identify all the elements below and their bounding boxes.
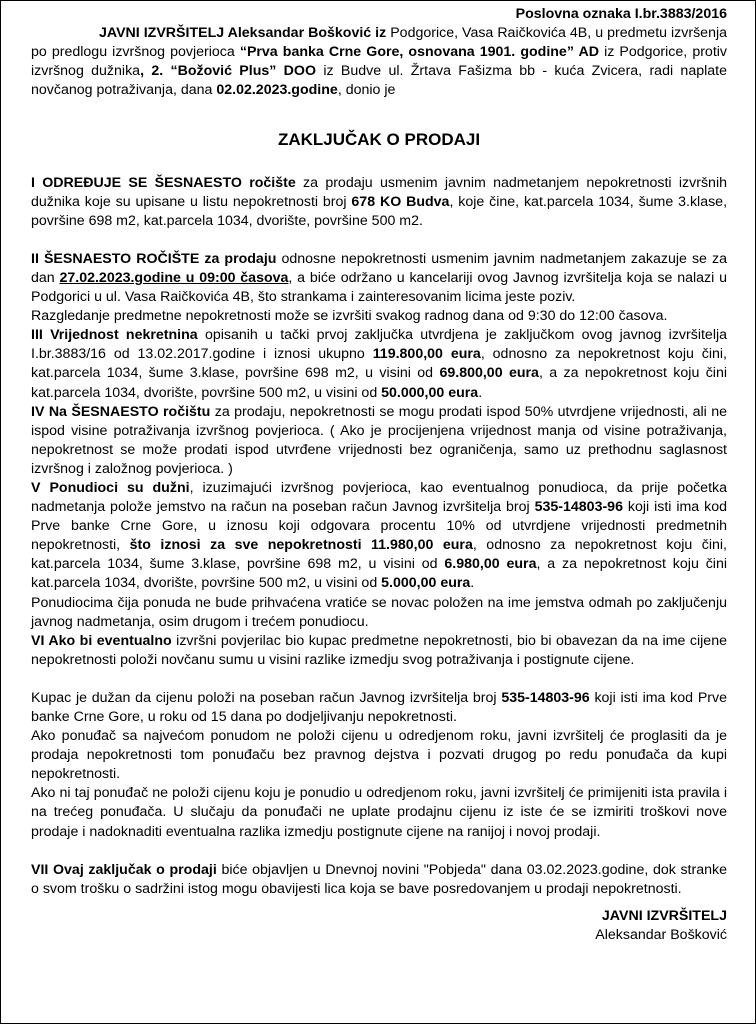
text-run: , odnosno za nepokretnost koju čini, kat.parcela 1034, šume 3.klase, površine 698 m2, u visini od — [31, 346, 727, 382]
text-run: II ŠESNAESTO ROČIŠTE za prodaju — [31, 250, 277, 267]
case-reference: Poslovna oznaka I.br.3883/2016 — [515, 6, 727, 22]
text-run: odnosne nepokretnosti usmenim javnim nadmetanjem zakazuje se za dan — [31, 250, 727, 286]
section-3 — [31, 326, 727, 402]
intro-paragraph — [31, 24, 727, 100]
text-run: 27.02.2023.godine u 09:00 časova — [59, 269, 289, 286]
text-run: . — [470, 575, 475, 592]
section-7 — [31, 861, 727, 899]
document-title: ZAKLJUČAK O PRODAJI — [277, 130, 481, 150]
text-run: biće objavljen u Dnevnoj novini "Pobjeda" dana 03.02.2023.godine, dok stranke o svom trošku o sadržini istog mogu obavijesti lica koja se bave posredovanjem u prodaji nepokretnosti. — [31, 861, 727, 897]
text-run: . — [478, 384, 483, 401]
text-run: koji isti ima kod Prve banke Crne Gore, u roku od 15 dana po dodjeljivanju nepokretnosti. — [31, 689, 727, 725]
text-run: 6.980,00 eura — [444, 556, 537, 573]
section-1 — [31, 174, 727, 231]
text-run: 535-14803-96 — [534, 499, 623, 516]
text-run: izvršni povjerilac bio kupac predmetne nepokretnosti, bio bi obavezan da na ime cijene nepokretnosti položi novčanu sumu u visini razlike izmedju svog potraživanja i postignute cijene. — [31, 632, 727, 668]
text-run: za prodaju usmenim javnim nadmetanjem nepokretnosti izvršnih dužnika koje su upisane u listu nepokretnosti broj — [31, 174, 727, 210]
text-run: koji isti ima kod Prve banke Crne Gore, u iznosu koji odgovara procentu 10% od utvrdjene vrijednosti predmetnih nepokretnosti, — [31, 499, 727, 554]
text-run: , odnosno za nepokretnost koju čini, kat.parcela 1034, šume 3.klase, površine 698 m2, u visini od — [31, 537, 727, 573]
text-run: 02.02.2023.godine — [216, 82, 338, 99]
section-2-viewing: Razgledanje predmetne nepokretnosti može se izvršiti svakog radnog dana od 9:30 do 12:00 časova. — [31, 308, 668, 325]
text-run: za prodaju, nepokretnosti se mogu prodati ispod 50% utvrdjene vrijednosti, ali ne ispod visine potraživanja izvršnog povjerioca. ( Ako je procijenjena vrijednost manja od visine potraživanja, nepokretnost se može prodati ispod utvrđene vrijednosti bez ograničenja, samo uz prethodnu saglasnost izvršnog i založnog povjerioca. ) — [31, 403, 727, 477]
default-paragraph: Ako ponuđač sa najvećom ponudom ne položi cijenu u odredjenom roku, javni izvršitelj će proglasiti da je prodaja nepokretnosti tom ponuđaču bez pravnog dejstva i pozvati drugog po redu ponuđača da kupi nepokretnosti. — [31, 728, 727, 783]
text-run: , koje čine, kat.parcela 1034, šume 3.klase, površine 698 m2, kat.parcela 1034, dvorište, površine 500 m2. — [31, 193, 728, 229]
text-run: III Vrijednost nekretnina — [31, 327, 198, 344]
text-run: Podgorice, Vasa Raičkovića 4B, u predmetu izvršenja po predlogu izvršnog povjerioca — [31, 25, 727, 61]
text-run: VI Ako bi eventualno — [31, 632, 172, 649]
section-2 — [31, 250, 727, 307]
section-5 — [31, 479, 727, 594]
text-run: 5.000,00 eura — [381, 575, 471, 592]
section-4 — [31, 403, 727, 479]
text-run: iz Budve ul. Žrtava Fašizma bb - kuća Zvicera, radi naplate novčanog potraživanja, dana — [31, 63, 727, 99]
text-run: 69.800,00 eura — [439, 365, 539, 382]
third-bidder-paragraph: Ako ni taj ponuđač ne položi cijenu koju je ponudio u odredjenom roku, javni izvršitelj će primijeniti ista pravila i na trećeg ponuđača. U slučaju da ponuđači ne uplate prodajnu cijenu iz iste će se izmiriti troškovi nove prodaje i nadoknaditi eventualna razlika izmedju postignute cijene na ranijoj i novoj prodaji. — [31, 785, 727, 840]
signature-title: JAVNI IZVRŠITELJ — [601, 907, 727, 924]
section-5-refund: Ponudiocima čija ponuda ne bude prihvaćena vratiće se novac položen na ime jemstva odmah po zaključenju javnog nadmetanja, osim drugom i trećem ponudiocu. — [31, 594, 727, 630]
text-run: 678 KO Budva — [351, 193, 450, 210]
text-run: 119.800,00 eura — [372, 346, 481, 363]
text-run: , a za nepokretnost koju čini kat.parcela 1034, dvorište, površine 500 m2, u visini od — [31, 556, 728, 592]
text-run: opisanih u tački prvoj zaključka utvrdjena je zaključkom ovog javnog izvršitelja I.br.3883/16 od 13.02.2017.godine i iznosi ukupno — [31, 327, 728, 363]
text-run: IV Na ŠESNAESTO ročištu — [31, 403, 211, 420]
text-run: 50.000,00 eura — [381, 384, 479, 401]
text-run: , 2. “Božović Plus” DOO — [140, 63, 316, 80]
payment-paragraph — [31, 689, 727, 727]
text-run: što iznosi za sve nepokretnosti 11.980,00 eura — [129, 537, 473, 554]
text-run: VII Ovaj zaključak o prodaji — [31, 861, 217, 878]
text-run: JAVNI IZVRŠITELJ Aleksandar Bošković iz — [99, 25, 387, 42]
text-run: “Prva banka Crne Gore, osnovana 1901. godine” AD — [239, 44, 599, 61]
text-run: iz Podgorice, protiv izvršnog dužnika — [31, 44, 728, 80]
text-run: 535-14803-96 — [501, 689, 590, 706]
text-run: V Ponudioci su dužni — [31, 479, 190, 496]
text-run: , a za nepokretnost koju čini kat.parcela 1034, dvorište, površine 500 m2, u visini od — [31, 365, 728, 401]
text-run: , donio je — [337, 82, 396, 99]
section-6 — [31, 632, 727, 670]
text-run: Kupac je dužan da cijenu položi na poseban račun Javnog izvršitelja broj — [31, 689, 502, 706]
text-run: , izuzimajući izvršnog povjerioca, kao eventualnog ponudioca, da prije početka nadmetanja polože jemstvo na račun na poseban račun Javnog izvršitelja broj — [31, 479, 728, 516]
text-run: I ODREĐUJE SE ŠESNAESTO ročište — [31, 174, 296, 191]
signature-name: Aleksandar Bošković — [595, 926, 727, 943]
text-run: , a biće održano u kancelariji ovog Javnog izvršitelja koja se nalazi u Podgorici u ul. Vasa Raičkovića 4B, što strankama i zainteresovanim licima jeste poziv. — [31, 269, 727, 306]
